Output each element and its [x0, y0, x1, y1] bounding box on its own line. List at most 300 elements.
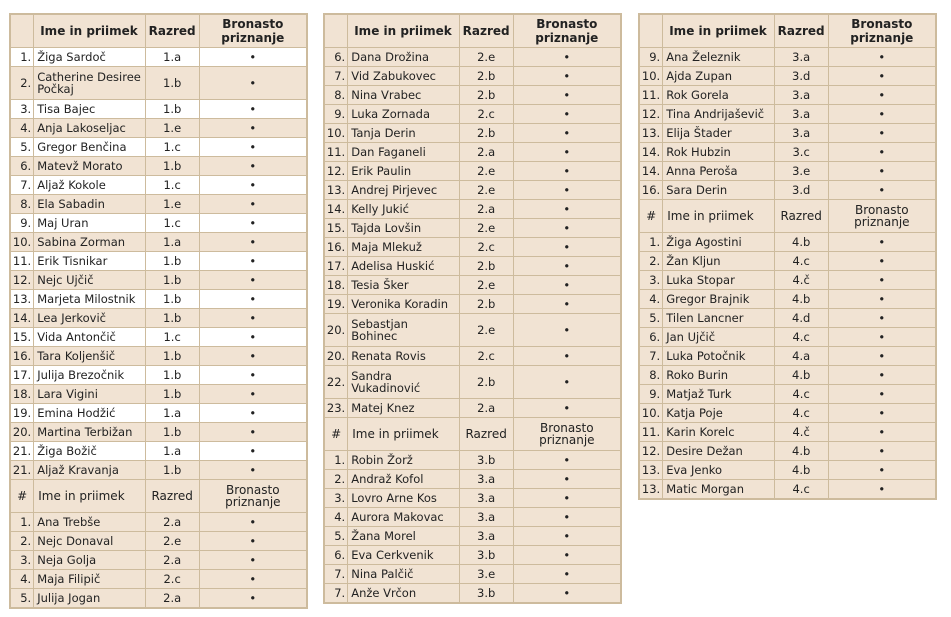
row-number: 9. — [324, 105, 348, 124]
student-name: Gregor Benčina — [34, 138, 145, 157]
table-row — [10, 100, 307, 119]
row-number: 20. — [324, 314, 348, 347]
bronze-award-mark: • — [513, 219, 621, 238]
row-number: 12. — [639, 442, 663, 461]
bronze-award-mark: • — [199, 176, 307, 195]
student-class: 2.c — [145, 570, 199, 589]
row-number: 13. — [639, 124, 663, 143]
student-class: 4.c — [774, 252, 828, 271]
row-number: 3. — [10, 551, 34, 570]
row-number: 1. — [10, 48, 34, 67]
header-award: Bronasto priznanje — [513, 14, 621, 48]
bronze-award-mark: • — [828, 124, 936, 143]
student-class: 2.a — [459, 399, 513, 418]
student-class: 3.a — [774, 124, 828, 143]
row-number: 12. — [639, 105, 663, 124]
row-number: 4. — [324, 508, 348, 527]
bronze-award-mark: • — [199, 233, 307, 252]
bronze-award-mark: • — [513, 162, 621, 181]
student-class: 2.c — [459, 105, 513, 124]
table-row — [10, 67, 307, 100]
table-header-row — [10, 14, 307, 48]
bronze-award-mark: • — [199, 404, 307, 423]
student-class: 2.a — [145, 513, 199, 532]
section-header-row — [324, 418, 621, 451]
student-name: Matic Morgan — [663, 480, 774, 500]
bronze-award-mark: • — [513, 470, 621, 489]
student-class: 2.e — [459, 48, 513, 67]
table-row — [324, 527, 621, 546]
table-row — [639, 423, 936, 442]
row-number: 22. — [324, 366, 348, 399]
row-number: 13. — [639, 461, 663, 480]
student-name: Nejc Ujčič — [34, 271, 145, 290]
student-name: Renata Rovis — [348, 347, 459, 366]
bronze-award-mark: • — [513, 105, 621, 124]
student-name: Dana Drožina — [348, 48, 459, 67]
table-row — [10, 347, 307, 366]
bronze-award-mark: • — [513, 347, 621, 366]
section-header-name: Ime in priimek — [348, 418, 459, 451]
table-row — [639, 309, 936, 328]
table-row — [324, 546, 621, 565]
student-class: 1.e — [145, 195, 199, 214]
student-class: 1.b — [145, 157, 199, 176]
table-row — [324, 124, 621, 143]
bronze-award-mark: • — [513, 295, 621, 314]
student-name: Elija Štader — [663, 124, 774, 143]
row-number: 21. — [10, 442, 34, 461]
student-class: 2.b — [459, 366, 513, 399]
table-row — [10, 404, 307, 423]
student-name: Luka Potočnik — [663, 347, 774, 366]
student-class: 2.b — [459, 67, 513, 86]
student-class: 3.a — [774, 48, 828, 67]
student-name: Desire Dežan — [663, 442, 774, 461]
student-name: Tisa Bajec — [34, 100, 145, 119]
student-name: Kelly Jukić — [348, 200, 459, 219]
row-number: 14. — [639, 162, 663, 181]
row-number: 11. — [324, 143, 348, 162]
student-class: 1.c — [145, 328, 199, 347]
bronze-award-mark: • — [513, 143, 621, 162]
row-number: 10. — [10, 233, 34, 252]
bronze-award-mark: • — [199, 513, 307, 532]
student-class: 2.e — [459, 314, 513, 347]
row-number: 11. — [639, 423, 663, 442]
student-class: 2.c — [459, 347, 513, 366]
row-number: 2. — [10, 67, 34, 100]
student-name: Sabina Zorman — [34, 233, 145, 252]
student-class: 4.č — [774, 423, 828, 442]
student-class: 2.b — [459, 124, 513, 143]
student-class: 1.b — [145, 271, 199, 290]
table-row — [639, 385, 936, 404]
row-number: 10. — [639, 404, 663, 423]
header-num — [324, 14, 348, 48]
bronze-award-mark: • — [199, 442, 307, 461]
row-number: 15. — [324, 219, 348, 238]
table-row — [324, 399, 621, 418]
table-row — [10, 442, 307, 461]
student-class: 2.e — [459, 219, 513, 238]
bronze-award-mark: • — [199, 309, 307, 328]
bronze-award-mark: • — [199, 67, 307, 100]
student-class: 1.b — [145, 347, 199, 366]
table-row — [10, 195, 307, 214]
student-name: Martina Terbižan — [34, 423, 145, 442]
student-class: 4.c — [774, 328, 828, 347]
student-class: 3.a — [459, 508, 513, 527]
table-row — [639, 347, 936, 366]
bronze-award-mark: • — [828, 67, 936, 86]
table-row — [10, 290, 307, 309]
student-class: 4.c — [774, 480, 828, 500]
student-class: 3.b — [459, 546, 513, 565]
row-number: 7. — [639, 347, 663, 366]
table-row — [639, 480, 936, 500]
table-row — [639, 67, 936, 86]
bronze-award-mark: • — [828, 290, 936, 309]
section-header-class: Razred — [774, 200, 828, 233]
row-number: 14. — [324, 200, 348, 219]
row-number: 13. — [639, 480, 663, 500]
bronze-award-mark: • — [828, 347, 936, 366]
student-name: Karin Korelc — [663, 423, 774, 442]
table-header-row — [324, 14, 621, 48]
student-name: Adelisa Huskić — [348, 257, 459, 276]
student-name: Ana Trebše — [34, 513, 145, 532]
student-class: 3.e — [459, 565, 513, 584]
bronze-award-mark: • — [513, 238, 621, 257]
table-row — [10, 532, 307, 551]
student-name: Lea Jerkovič — [34, 309, 145, 328]
table-row — [324, 565, 621, 584]
row-number: 16. — [10, 347, 34, 366]
bronze-award-mark: • — [828, 252, 936, 271]
student-name: Anže Vrčon — [348, 584, 459, 604]
header-name: Ime in priimek — [348, 14, 459, 48]
row-number: 8. — [639, 366, 663, 385]
bronze-award-mark: • — [199, 195, 307, 214]
table-row — [10, 157, 307, 176]
bronze-award-mark: • — [828, 162, 936, 181]
student-class: 4.b — [774, 233, 828, 252]
student-class: 1.b — [145, 423, 199, 442]
table-row — [324, 86, 621, 105]
student-name: Tesia Šker — [348, 276, 459, 295]
student-class: 2.e — [459, 276, 513, 295]
table-row — [324, 366, 621, 399]
row-number: 23. — [324, 399, 348, 418]
row-number: 2. — [10, 532, 34, 551]
student-class: 1.c — [145, 214, 199, 233]
bronze-award-mark: • — [828, 423, 936, 442]
student-name: Gregor Brajnik — [663, 290, 774, 309]
bronze-award-mark: • — [828, 271, 936, 290]
row-number: 5. — [10, 138, 34, 157]
table-row — [324, 200, 621, 219]
student-class: 3.c — [774, 143, 828, 162]
row-number: 1. — [10, 513, 34, 532]
student-class: 1.a — [145, 233, 199, 252]
bronze-award-mark: • — [199, 252, 307, 271]
table-row — [10, 513, 307, 532]
bronze-award-mark: • — [828, 143, 936, 162]
student-name: Vid Zabukovec — [348, 67, 459, 86]
student-name: Sebastjan Bohinec — [348, 314, 459, 347]
student-name: Lovro Arne Kos — [348, 489, 459, 508]
student-name: Sara Derin — [663, 181, 774, 200]
student-class: 2.a — [145, 551, 199, 570]
bronze-award-mark: • — [828, 461, 936, 480]
student-class: 3.a — [459, 470, 513, 489]
student-name: Tilen Lancner — [663, 309, 774, 328]
row-number: 12. — [10, 271, 34, 290]
row-number: 18. — [324, 276, 348, 295]
row-number: 6. — [10, 157, 34, 176]
row-number: 19. — [324, 295, 348, 314]
student-name: Ela Sabadin — [34, 195, 145, 214]
row-number: 3. — [10, 100, 34, 119]
student-name: Tara Koljenšič — [34, 347, 145, 366]
student-name: Aljaž Kokole — [34, 176, 145, 195]
row-number: 13. — [10, 290, 34, 309]
bronze-award-mark: • — [828, 233, 936, 252]
row-number: 14. — [10, 309, 34, 328]
student-name: Anna Peroša — [663, 162, 774, 181]
section-header-num: # — [324, 418, 348, 451]
row-number: 5. — [639, 309, 663, 328]
student-name: Neja Golja — [34, 551, 145, 570]
student-class: 1.b — [145, 309, 199, 328]
row-number: 2. — [324, 470, 348, 489]
student-name: Aurora Makovac — [348, 508, 459, 527]
bronze-award-mark: • — [199, 48, 307, 67]
row-number: 13. — [324, 181, 348, 200]
row-number: 19. — [10, 404, 34, 423]
student-class: 3.b — [459, 451, 513, 470]
student-name: Žiga Agostini — [663, 233, 774, 252]
student-name: Tajda Lovšin — [348, 219, 459, 238]
student-class: 4.b — [774, 290, 828, 309]
student-class: 1.b — [145, 67, 199, 100]
student-name: Luka Stopar — [663, 271, 774, 290]
student-class: 2.a — [145, 589, 199, 609]
row-number: 8. — [10, 195, 34, 214]
student-class: 1.b — [145, 252, 199, 271]
bronze-award-mark: • — [199, 423, 307, 442]
student-class: 3.a — [774, 105, 828, 124]
table-row — [324, 105, 621, 124]
row-number: 11. — [639, 86, 663, 105]
student-class: 3.e — [774, 162, 828, 181]
row-number: 10. — [639, 67, 663, 86]
bronze-award-mark: • — [199, 532, 307, 551]
student-class: 2.e — [145, 532, 199, 551]
bronze-award-mark: • — [513, 86, 621, 105]
table-row — [639, 181, 936, 200]
table-row — [10, 461, 307, 480]
student-class: 2.e — [459, 162, 513, 181]
student-class: 4.a — [774, 347, 828, 366]
student-class: 2.e — [459, 181, 513, 200]
student-name: Aljaž Kravanja — [34, 461, 145, 480]
bronze-award-mark: • — [199, 157, 307, 176]
bronze-award-mark: • — [199, 290, 307, 309]
bronze-award-mark: • — [513, 489, 621, 508]
student-class: 2.b — [459, 257, 513, 276]
table-row — [324, 489, 621, 508]
bronze-award-mark: • — [513, 399, 621, 418]
bronze-award-mark: • — [513, 257, 621, 276]
row-number: 18. — [10, 385, 34, 404]
table-row — [10, 570, 307, 589]
student-class: 3.d — [774, 67, 828, 86]
student-name: Žana Morel — [348, 527, 459, 546]
student-name: Tina Andrijaševič — [663, 105, 774, 124]
bronze-award-mark: • — [828, 385, 936, 404]
table-row — [10, 366, 307, 385]
row-number: 7. — [324, 584, 348, 604]
row-number: 9. — [639, 385, 663, 404]
bronze-award-mark: • — [199, 271, 307, 290]
student-class: 1.a — [145, 442, 199, 461]
student-class: 4.c — [774, 385, 828, 404]
student-name: Eva Jenko — [663, 461, 774, 480]
table-row — [10, 271, 307, 290]
student-class: 3.a — [459, 527, 513, 546]
bronze-award-mark: • — [513, 181, 621, 200]
student-name: Žiga Sardoč — [34, 48, 145, 67]
section-header-row — [10, 480, 307, 513]
section-header-num: # — [639, 200, 663, 233]
student-name: Nina Vrabec — [348, 86, 459, 105]
table-row — [10, 328, 307, 347]
row-number: 16. — [639, 181, 663, 200]
table-row — [639, 404, 936, 423]
section-header-row — [639, 200, 936, 233]
bronze-award-mark: • — [513, 451, 621, 470]
bronze-award-mark: • — [513, 67, 621, 86]
student-class: 3.b — [459, 584, 513, 604]
header-award: Bronasto priznanje — [199, 14, 307, 48]
student-name: Erik Tisnikar — [34, 252, 145, 271]
student-name: Veronika Koradin — [348, 295, 459, 314]
bronze-award-mark: • — [199, 551, 307, 570]
table-row — [10, 309, 307, 328]
row-number: 1. — [639, 233, 663, 252]
bronze-award-mark: • — [513, 366, 621, 399]
row-number: 4. — [10, 570, 34, 589]
bronze-award-mark: • — [199, 138, 307, 157]
header-num — [639, 14, 663, 48]
student-class: 3.a — [774, 86, 828, 105]
table-row — [324, 347, 621, 366]
student-name: Rok Gorela — [663, 86, 774, 105]
student-name: Jan Ujčič — [663, 328, 774, 347]
table-row — [324, 295, 621, 314]
table-row — [10, 423, 307, 442]
bronze-award-mark: • — [828, 404, 936, 423]
row-number: 7. — [324, 67, 348, 86]
student-name: Catherine Desiree Počkaj — [34, 67, 145, 100]
table-row — [10, 214, 307, 233]
row-number: 10. — [324, 124, 348, 143]
row-number: 7. — [324, 565, 348, 584]
table-row — [639, 105, 936, 124]
student-class: 2.b — [459, 86, 513, 105]
row-number: 12. — [324, 162, 348, 181]
section-header-name: Ime in priimek — [663, 200, 774, 233]
table-row — [10, 589, 307, 609]
row-number: 16. — [324, 238, 348, 257]
bronze-award-mark: • — [199, 570, 307, 589]
section-header-class: Razred — [145, 480, 199, 513]
bronze-award-mark: • — [199, 100, 307, 119]
student-class: 1.b — [145, 366, 199, 385]
header-num — [10, 14, 34, 48]
student-class: 2.c — [459, 238, 513, 257]
student-class: 1.b — [145, 461, 199, 480]
table-row — [639, 328, 936, 347]
section-header-award: Bronasto priznanje — [199, 480, 307, 513]
bronze-award-mark: • — [199, 328, 307, 347]
student-class: 1.b — [145, 385, 199, 404]
results-table-1 — [9, 13, 308, 609]
student-name: Katja Poje — [663, 404, 774, 423]
bronze-award-mark: • — [513, 314, 621, 347]
student-class: 2.a — [459, 200, 513, 219]
student-name: Vida Antončič — [34, 328, 145, 347]
table-row — [324, 508, 621, 527]
bronze-award-mark: • — [828, 366, 936, 385]
student-name: Andraž Kofol — [348, 470, 459, 489]
student-class: 1.c — [145, 138, 199, 157]
results-table-2 — [323, 13, 622, 604]
row-number: 3. — [324, 489, 348, 508]
results-table-3 — [638, 13, 937, 500]
table-row — [639, 366, 936, 385]
student-class: 4.d — [774, 309, 828, 328]
student-name: Matevž Morato — [34, 157, 145, 176]
student-class: 4.c — [774, 404, 828, 423]
student-name: Roko Burin — [663, 366, 774, 385]
student-name: Erik Paulin — [348, 162, 459, 181]
student-class: 1.a — [145, 48, 199, 67]
student-name: Robin Žorž — [348, 451, 459, 470]
table-row — [10, 385, 307, 404]
student-name: Emina Hodžić — [34, 404, 145, 423]
header-name: Ime in priimek — [34, 14, 145, 48]
row-number: 5. — [324, 527, 348, 546]
bronze-award-mark: • — [828, 181, 936, 200]
student-name: Matjaž Turk — [663, 385, 774, 404]
bronze-award-mark: • — [199, 366, 307, 385]
student-name: Maja Filipič — [34, 570, 145, 589]
table-row — [324, 48, 621, 67]
section-header-name: Ime in priimek — [34, 480, 145, 513]
bronze-award-mark: • — [513, 508, 621, 527]
student-class: 1.c — [145, 176, 199, 195]
bronze-award-mark: • — [513, 48, 621, 67]
row-number: 5. — [10, 589, 34, 609]
header-class: Razred — [774, 14, 828, 48]
table-row — [324, 257, 621, 276]
student-name: Maja Mlekuž — [348, 238, 459, 257]
student-name: Nejc Donaval — [34, 532, 145, 551]
row-number: 7. — [10, 176, 34, 195]
